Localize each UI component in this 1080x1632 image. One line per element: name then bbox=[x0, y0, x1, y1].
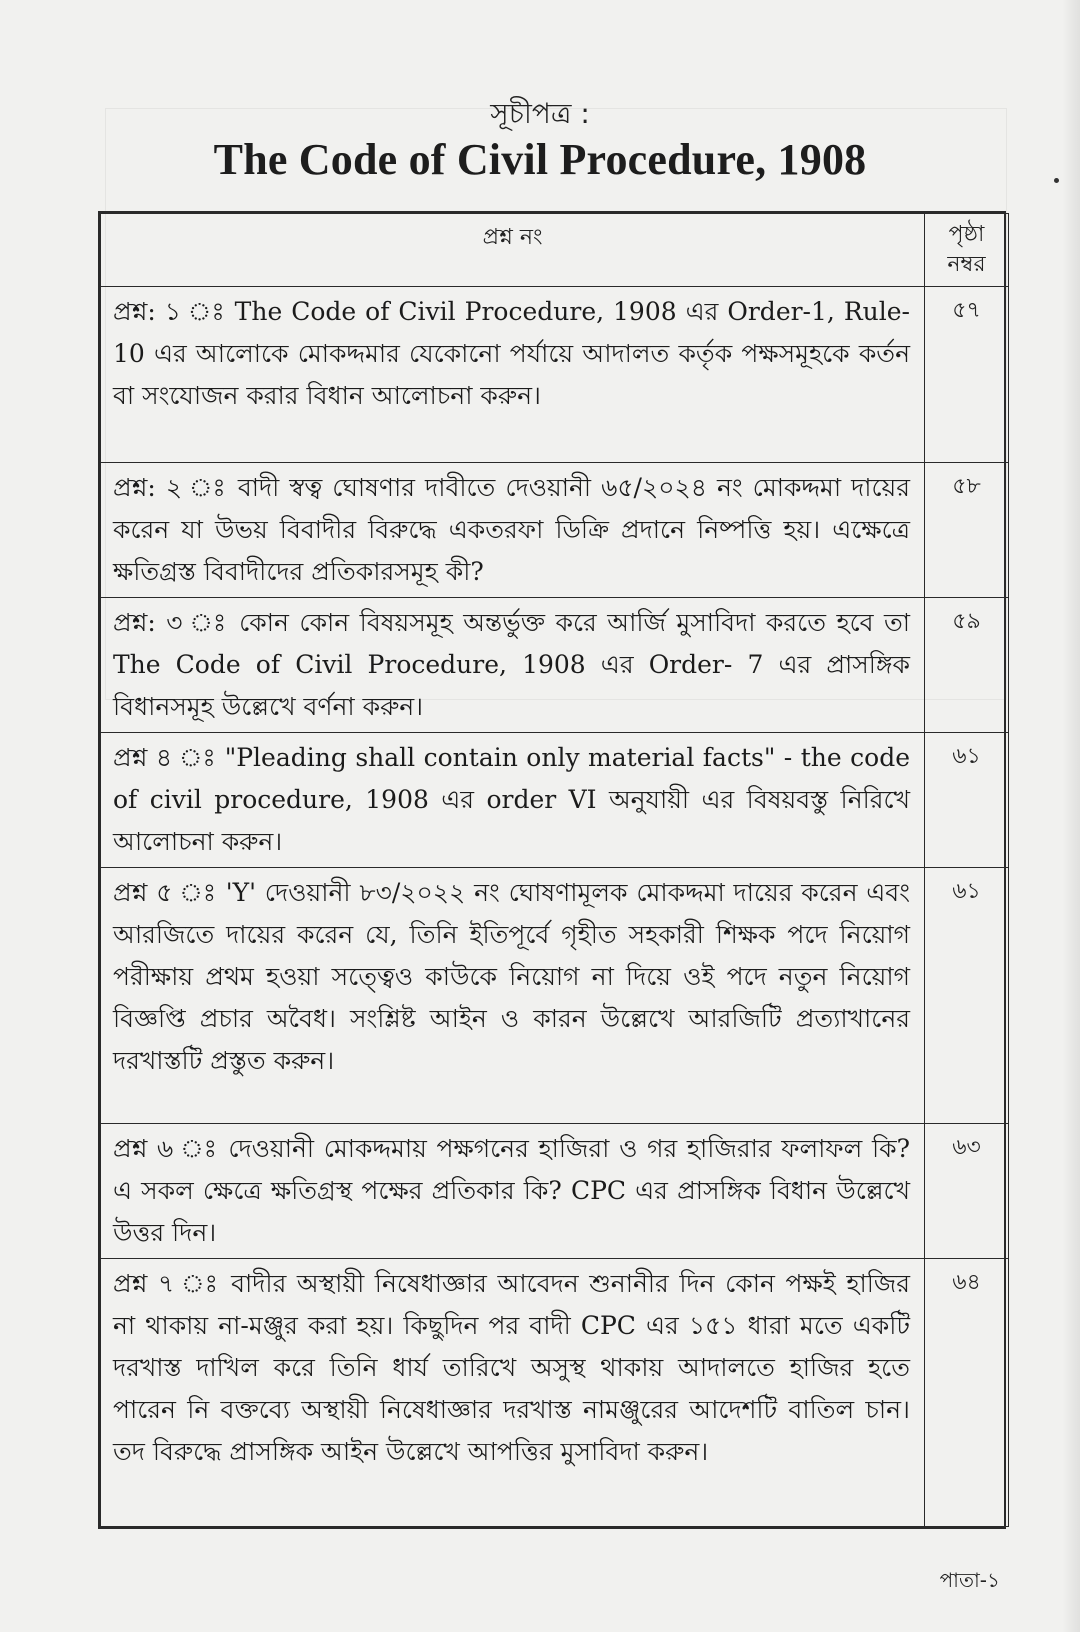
contents-table-frame bbox=[98, 211, 1006, 1529]
table-row bbox=[101, 463, 1009, 598]
question-text: প্রশ্ন ৭ ঃ বাদীর অস্থায়ী নিষেধাজ্ঞার আবেদন শুনানীর দিন কোন পক্ষই হাজির না থাকায় না-মঞ্জুর করা হয়। কিছুদিন পর বাদী CPC এর ১৫১ ধারা মতে একটি দরখাস্ত দাখিল করে তিনি ধার্য তারিখে অসুস্থ থাকায় আদালতে হাজির হতে পারেন নি বক্তব্যে অস্থায়ী নিষেধাজ্ঞার দরখাস্ত নামঞ্জুরের আদেশটি বাতিল চান। তদ বিরুদ্ধে প্রাসঙ্গিক আইন উল্লেখে আপত্তির মুসাবিদা করুন। bbox=[101, 1259, 925, 1527]
page-number: ৬৩ bbox=[925, 1124, 1009, 1259]
question-text: প্রশ্ন ৬ ঃ দেওয়ানী মোকদ্দমায় পক্ষগনের হাজিরা ও গর হাজিরার ফলাফল কি? এ সকল ক্ষেত্রে ক্ষতিগ্রস্থ পক্ষের প্রতিকার কি? CPC এর প্রাসঙ্গিক বিধান উল্লেখে উত্তর দিন। bbox=[101, 1124, 925, 1259]
question-text: প্রশ্ন: ২ ঃ বাদী স্বত্ব ঘোষণার দাবীতে দেওয়ানী ৬৫/২০২৪ নং মোকদ্দমা দায়ের করেন যা উভয় বিবাদীর বিরুদ্ধে একতরফা ডিক্রি প্রদানে নিষ্পত্তি হয়। এক্ষেত্রে ক্ষতিগ্রস্ত বিবাদীদের প্রতিকারসমূহ কী? bbox=[101, 463, 925, 598]
table-row bbox=[101, 1124, 1009, 1259]
page-number: ৫৯ bbox=[925, 598, 1009, 733]
contents-table bbox=[100, 213, 1009, 1527]
page-column-header: পৃষ্ঠা নম্বর bbox=[925, 214, 1009, 287]
table-header-row bbox=[101, 214, 1009, 287]
question-text: প্রশ্ন ৪ ঃ "Pleading shall contain only material facts" - the code of civil procedure, 1908 এর order VI অনুযায়ী এর বিষয়বস্তু নিরিখে আলোচনা করুন। bbox=[101, 733, 925, 868]
question-column-header: প্রশ্ন নং bbox=[101, 214, 925, 287]
table-row bbox=[101, 598, 1009, 733]
page-number: ৫৭ bbox=[925, 287, 1009, 463]
page-edge-shadow bbox=[1062, 0, 1080, 1632]
contents-heading: সূচীপত্র : bbox=[490, 97, 590, 130]
page-number: ৫৮ bbox=[925, 463, 1009, 598]
table-row bbox=[101, 1259, 1009, 1527]
question-text: প্রশ্ন ৫ ঃ 'Y' দেওয়ানী ৮৩/২০২২ নং ঘোষণামূলক মোকদ্দমা দায়ের করেন এবং আরজিতে দায়ের করেন যে, তিনি ইতিপূর্বে গৃহীত সহকারী শিক্ষক পদে নিয়োগ পরীক্ষায় প্রথম হওয়া সত্ত্বেও কাউকে নিয়োগ না দিয়ে ওই পদে নতুন নিয়োগ বিজ্ঞপ্তি প্রচার অবৈধ। সংশ্লিষ্ট আইন ও কারন উল্লেখে আরজিটি প্রত্যাখানের দরখাস্তটি প্রস্তুত করুন। bbox=[101, 868, 925, 1124]
page-number-footer: পাতা-১ bbox=[939, 1568, 1000, 1592]
table-row bbox=[101, 287, 1009, 463]
question-text: প্রশ্ন: ৩ ঃ কোন কোন বিষয়সমূহ অন্তর্ভুক্ত করে আর্জি মুসাবিদা করতে হবে তা The Code of Civil Procedure, 1908 এর Order- 7 এর প্রাসঙ্গিক বিধানসমূহ উল্লেখে বর্ণনা করুন। bbox=[101, 598, 925, 733]
question-text: প্রশ্ন: ১ ঃ The Code of Civil Procedure, 1908 এর Order-1, Rule-10 এর আলোকে মোকদ্দমার যেকোনো পর্যায়ে আদালত কর্তৃক পক্ষসমূহকে কর্তন বা সংযোজন করার বিধান আলোচনা করুন। bbox=[101, 287, 925, 463]
page-number: ৬৪ bbox=[925, 1259, 1009, 1527]
table-row bbox=[101, 868, 1009, 1124]
page-number: ৬১ bbox=[925, 868, 1009, 1124]
table-row bbox=[101, 733, 1009, 868]
page-title: The Code of Civil Procedure, 1908 bbox=[213, 135, 867, 184]
page-number: ৬১ bbox=[925, 733, 1009, 868]
